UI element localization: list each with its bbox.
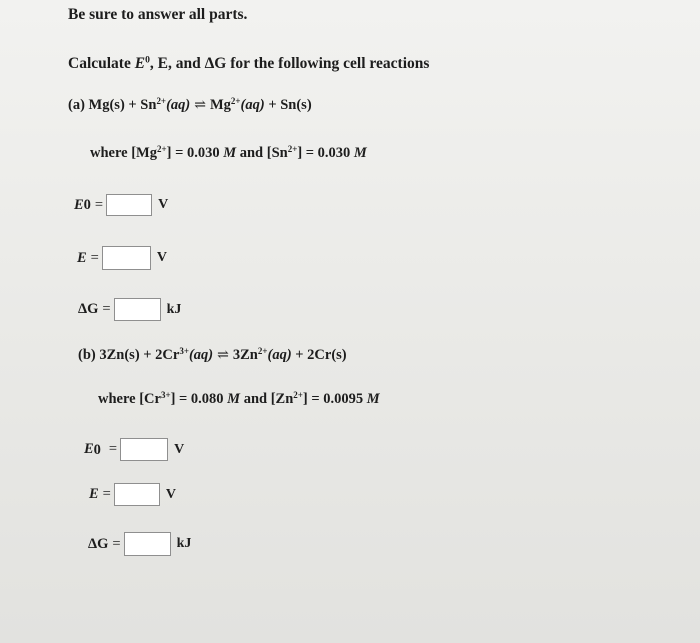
part-b-where-unit-2: M bbox=[366, 391, 380, 407]
part-b-e0-unit: V bbox=[174, 441, 185, 457]
part-a-e0-symbol: E bbox=[74, 196, 84, 213]
part-b-label: (b) bbox=[78, 347, 100, 363]
part-b-product-ion: 3Zn bbox=[232, 347, 258, 363]
part-b-dg-input[interactable] bbox=[124, 532, 171, 556]
part-a-e-unit: V bbox=[156, 250, 167, 265]
part-a-e-equals: = bbox=[90, 249, 99, 266]
part-a-where-text: where [Mg bbox=[90, 145, 157, 161]
part-a-reaction bbox=[68, 97, 312, 114]
part-a-where-and: and [Sn bbox=[236, 145, 288, 161]
part-b-e0-input[interactable] bbox=[120, 438, 168, 461]
part-b-where-unit-1: M bbox=[227, 391, 241, 407]
part-b-dg-symbol: ΔG bbox=[88, 535, 109, 552]
part-b-e-unit: V bbox=[165, 486, 176, 502]
part-b-reactants: 3Zn(s) + 2Cr bbox=[99, 347, 180, 363]
part-b-reactant-phase: (aq) bbox=[188, 347, 214, 363]
part-b-conditions bbox=[98, 391, 380, 408]
part-b-e0-row: E 0 = V bbox=[84, 438, 184, 461]
part-b-where-conc-2: ] = 0.0095 bbox=[302, 391, 367, 407]
part-a-where-charge-1: 2+ bbox=[156, 144, 167, 155]
part-a-dg-input[interactable] bbox=[114, 298, 161, 321]
part-a-dg-equals: = bbox=[102, 301, 111, 317]
part-a-where-unit-1: M bbox=[223, 145, 237, 161]
part-a-e0-row: E 0 = V bbox=[74, 194, 168, 216]
part-b-where-charge-1: 3+ bbox=[160, 390, 171, 401]
part-a-product-phase: (aq) bbox=[240, 97, 265, 113]
part-a-e-row bbox=[77, 246, 167, 270]
part-b-e-row bbox=[89, 483, 176, 506]
part-b-dg-equals: = bbox=[112, 535, 121, 552]
equilibrium-arrow-icon: ⇌ bbox=[194, 98, 206, 113]
part-b-dg-unit: kJ bbox=[176, 536, 192, 551]
part-b-dg-row bbox=[88, 532, 191, 556]
prompt-rest: , E, and ΔG for the following cell reactions bbox=[149, 55, 430, 72]
part-b-product-rest: + 2Cr(s) bbox=[291, 347, 347, 363]
part-a-e0-equals: = bbox=[94, 196, 104, 213]
part-b-reactant-charge: 3+ bbox=[179, 346, 189, 357]
question-prompt bbox=[68, 55, 429, 73]
part-a-e-symbol: E bbox=[77, 249, 87, 266]
part-b-product-phase: (aq) bbox=[267, 347, 292, 363]
part-b-where-charge-2: 2+ bbox=[293, 390, 303, 401]
part-a-where-charge-2: 2+ bbox=[287, 144, 298, 155]
part-b-where-conc-1: ] = 0.080 bbox=[170, 391, 228, 407]
part-a-where-unit-2: M bbox=[353, 145, 367, 161]
prompt-e0-symbol: E bbox=[134, 55, 146, 72]
part-a-dg-unit: kJ bbox=[166, 301, 182, 317]
part-a-dg-row bbox=[78, 298, 181, 321]
equilibrium-arrow-icon: ⇌ bbox=[217, 348, 229, 363]
part-a-reactant-charge: 2+ bbox=[156, 96, 167, 107]
prompt-prefix: Calculate bbox=[68, 55, 135, 72]
instruction-text: Be sure to answer all parts. bbox=[68, 6, 248, 23]
part-b-where-text: where [Cr bbox=[98, 391, 161, 407]
part-a-product-charge: 2+ bbox=[230, 96, 241, 107]
part-a-where-conc-2: ] = 0.030 bbox=[297, 145, 354, 161]
part-a-e-input[interactable] bbox=[102, 246, 151, 270]
part-b-product-charge: 2+ bbox=[257, 346, 268, 357]
part-a-reactant-phase: (aq) bbox=[166, 97, 191, 113]
part-b-e-input[interactable] bbox=[114, 483, 160, 506]
part-b-reaction bbox=[78, 347, 347, 364]
part-a-e0-input[interactable] bbox=[106, 194, 152, 216]
part-a-label: (a) bbox=[68, 97, 89, 113]
part-a-where-conc-1: ] = 0.030 bbox=[166, 145, 224, 161]
part-a-dg-symbol: ΔG bbox=[78, 301, 99, 317]
part-b-where-and: and [Zn bbox=[240, 391, 294, 407]
part-a-conditions bbox=[90, 145, 367, 162]
part-b-e0-equals: = bbox=[108, 441, 118, 457]
part-b-e-equals: = bbox=[102, 486, 111, 502]
prompt-e0-sup: 0 bbox=[145, 54, 150, 66]
part-b-e0-symbol: E bbox=[84, 441, 94, 457]
part-a-product-ion: Mg bbox=[209, 97, 231, 113]
part-a-product-rest: + Sn(s) bbox=[264, 97, 312, 113]
part-a-reactants: Mg(s) + Sn bbox=[88, 97, 157, 113]
part-a-e0-unit: V bbox=[158, 197, 169, 212]
part-b-e-symbol: E bbox=[89, 486, 99, 502]
